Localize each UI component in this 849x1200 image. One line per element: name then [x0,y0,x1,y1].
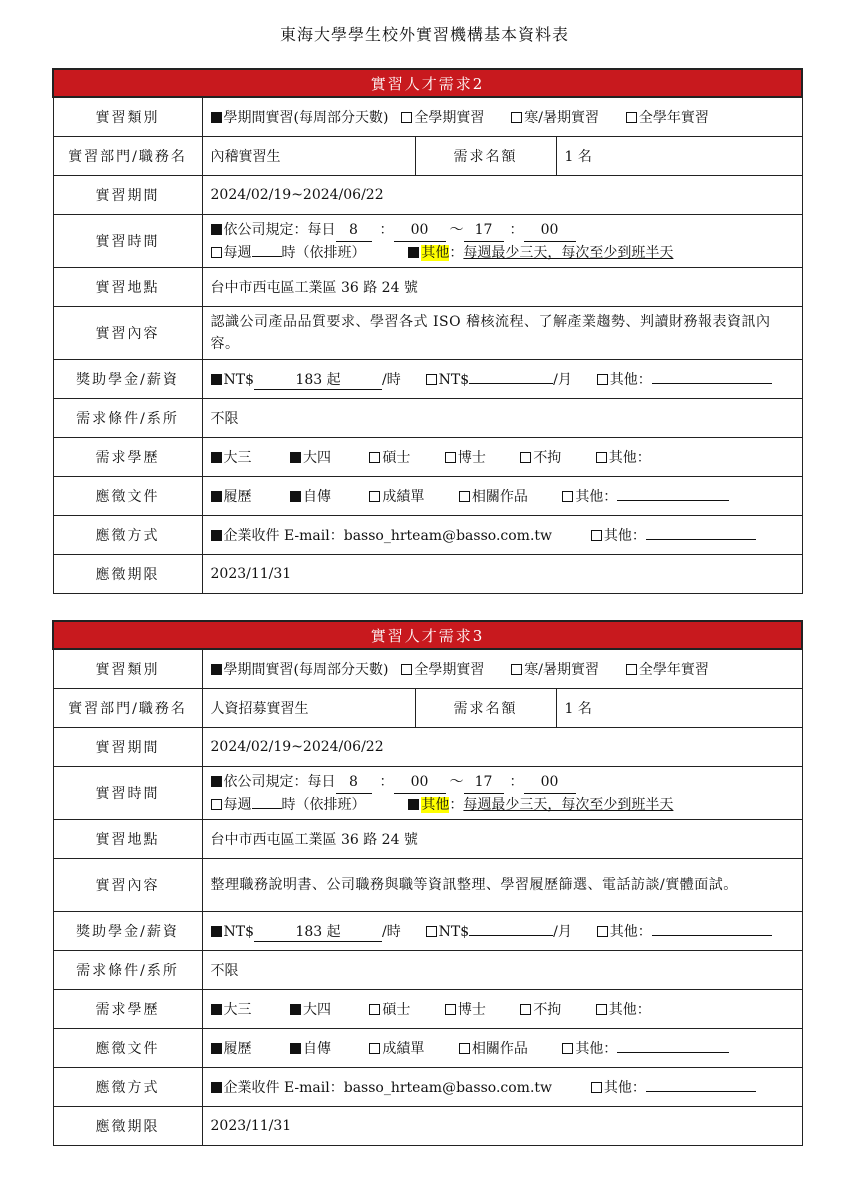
docs-options [202,1029,802,1068]
checkbox-icon [369,1004,380,1015]
method-option-email[interactable]: 企業收件 E-mail：basso_hrteam@basso.com.tw [211,1080,553,1096]
checkbox-icon [401,112,412,123]
content-value: 整理職務說明書、公司職務與職等資訊整理、學習履歷篩選、電話訪談/實體面試。 [202,859,802,912]
checkbox-icon [426,926,437,937]
pay-row [53,912,802,951]
checked-box-icon [211,112,222,123]
count-value: 1 名 [556,689,802,728]
content-label: 實習內容 [53,859,202,912]
checkbox-icon [591,530,602,541]
content-label: 實習內容 [53,307,202,360]
time-line-weekly: 每週 時（依排班） 其他：每週最少三天，每次至少到班半天 [211,794,794,816]
pay-label: 獎助學金/薪資 [53,360,202,399]
docs-row [53,1029,802,1068]
time-line-daily: 依公司規定：每日 8 ： 00 ～ 17 ： 00 [211,771,794,794]
method-option-other[interactable]: 其他： [591,1080,646,1096]
checked-box-icon [211,491,222,502]
edu-row [53,990,802,1029]
checkbox-icon [626,112,637,123]
checkbox-icon [520,452,531,463]
content-row [53,307,802,360]
type-option-summer-winter[interactable]: 寒/暑期實習 [511,110,599,126]
time-line-weekly: 每週 時（依排班） 其他：每週最少三天，每次至少到班半天 [211,242,794,264]
edu-option-senior[interactable]: 大四 [290,450,331,466]
method-option-other[interactable]: 其他： [591,528,646,544]
edu-option-any[interactable]: 不拘 [520,1002,561,1018]
docs-label: 應徵文件 [53,1029,202,1068]
checked-box-icon [211,224,222,235]
checkbox-icon [445,452,456,463]
edu-options [202,990,802,1029]
doc-option-autobiography[interactable]: 自傳 [290,1041,331,1057]
method-option-email[interactable]: 企業收件 E-mail：basso_hrteam@basso.com.tw [211,528,553,544]
edu-option-junior[interactable]: 大三 [211,450,252,466]
location-row [53,820,802,859]
count-label: 需求名額 [415,689,556,728]
count-label: 需求名額 [415,137,556,176]
edu-label: 需求學歷 [53,438,202,477]
checkbox-icon [369,452,380,463]
section-header-row [53,621,802,649]
checkbox-icon [369,491,380,502]
type-options [202,649,802,689]
pay-row [53,360,802,399]
doc-option-portfolio[interactable]: 相關作品 [459,489,528,505]
doc-option-autobiography[interactable]: 自傳 [290,489,331,505]
checked-box-icon [211,1043,222,1054]
method-options [202,516,802,555]
period-value: 2024/02/19~2024/06/22 [202,176,802,215]
checked-box-icon [408,247,419,258]
method-row [53,1068,802,1107]
type-option-full-semester[interactable]: 全學期實習 [401,662,484,678]
location-value: 台中市西屯區工業區 36 路 24 號 [202,268,802,307]
content-value: 認識公司產品品質要求、學習各式 ISO 稽核流程、了解產業趨勢、判讀財務報表資訊內容。 [202,307,802,360]
edu-row [53,438,802,477]
time-row [53,215,802,268]
location-row [53,268,802,307]
checkbox-icon [459,1043,470,1054]
checked-box-icon [290,1043,301,1054]
cond-label: 需求條件/系所 [53,399,202,438]
edu-option-master[interactable]: 碩士 [369,450,410,466]
type-option-semester-part[interactable]: 學期間實習(每周部分天數) [211,110,389,126]
section-header-row [53,69,802,97]
type-row [53,97,802,137]
period-row [53,728,802,767]
pay-label: 獎助學金/薪資 [53,912,202,951]
checked-box-icon [290,452,301,463]
cond-value: 不限 [202,951,802,990]
dept-row [53,137,802,176]
dept-value: 人資招募實習生 [202,689,415,728]
doc-option-transcript[interactable]: 成績單 [369,1041,424,1057]
doc-option-transcript[interactable]: 成績單 [369,489,424,505]
type-option-full-year[interactable]: 全學年實習 [626,662,709,678]
deadline-row [53,1107,802,1146]
checked-box-icon [211,1004,222,1015]
period-row [53,176,802,215]
checked-box-icon [211,664,222,675]
cond-row [53,399,802,438]
edu-option-any[interactable]: 不拘 [520,450,561,466]
docs-label: 應徵文件 [53,477,202,516]
edu-option-other[interactable]: 其他： [596,450,651,466]
edu-option-phd[interactable]: 博士 [445,1002,486,1018]
location-label: 實習地點 [53,268,202,307]
cond-label: 需求條件/系所 [53,951,202,990]
dept-value: 內稽實習生 [202,137,415,176]
type-option-summer-winter[interactable]: 寒/暑期實習 [511,662,599,678]
type-options [202,97,802,137]
pay-value: NT$ 183 起 /時 NT$ /月 其他： [202,912,802,951]
method-options [202,1068,802,1107]
deadline-value: 2023/11/31 [202,1107,802,1146]
deadline-value: 2023/11/31 [202,555,802,594]
checked-box-icon [211,530,222,541]
dept-label: 實習部門/職務名 [53,689,202,728]
cond-value: 不限 [202,399,802,438]
type-label: 實習類別 [53,649,202,689]
checkbox-icon [211,799,222,810]
checked-box-icon [211,926,222,937]
time-label: 實習時間 [53,767,202,820]
checkbox-icon [511,112,522,123]
type-option-semester-part[interactable]: 學期間實習(每周部分天數) [211,662,389,678]
checkbox-icon [597,374,608,385]
count-value: 1 名 [556,137,802,176]
period-label: 實習期間 [53,728,202,767]
checkbox-icon [596,452,607,463]
checkbox-icon [596,1004,607,1015]
cond-row [53,951,802,990]
checkbox-icon [459,491,470,502]
internship-table-2 [52,68,803,594]
edu-options [202,438,802,477]
location-value: 台中市西屯區工業區 36 路 24 號 [202,820,802,859]
checkbox-icon [562,491,573,502]
internship-table-3 [52,620,803,1146]
checked-box-icon [211,374,222,385]
checkbox-icon [591,1082,602,1093]
edu-option-senior[interactable]: 大四 [290,1002,331,1018]
edu-option-phd[interactable]: 博士 [445,450,486,466]
checkbox-icon [369,1043,380,1054]
section-header: 實習人才需求3 [53,621,802,649]
doc-option-other[interactable]: 其他： [562,1041,617,1057]
deadline-label: 應徵期限 [53,1107,202,1146]
time-value [202,767,802,820]
content-row [53,859,802,912]
docs-options [202,477,802,516]
edu-option-other[interactable]: 其他： [596,1002,651,1018]
type-option-full-year[interactable]: 全學年實習 [626,110,709,126]
method-label: 應徵方式 [53,1068,202,1107]
checkbox-icon [511,664,522,675]
time-line-daily: 依公司規定：每日 8 ： 00 ～ 17 ： 00 [211,219,794,242]
checked-box-icon [408,799,419,810]
type-label: 實習類別 [53,97,202,137]
time-value [202,215,802,268]
time-row [53,767,802,820]
location-label: 實習地點 [53,820,202,859]
deadline-label: 應徵期限 [53,555,202,594]
doc-option-portfolio[interactable]: 相關作品 [459,1041,528,1057]
period-label: 實習期間 [53,176,202,215]
checkbox-icon [426,374,437,385]
checked-box-icon [211,776,222,787]
checkbox-icon [626,664,637,675]
type-option-full-semester[interactable]: 全學期實習 [401,110,484,126]
section-header: 實習人才需求2 [53,69,802,97]
edu-option-master[interactable]: 碩士 [369,1002,410,1018]
checkbox-icon [597,926,608,937]
dept-label: 實習部門/職務名 [53,137,202,176]
checkbox-icon [401,664,412,675]
method-label: 應徵方式 [53,516,202,555]
checkbox-icon [520,1004,531,1015]
edu-label: 需求學歷 [53,990,202,1029]
dept-row [53,689,802,728]
checkbox-icon [211,247,222,258]
document-title: 東海大學學生校外實習機構基本資料表 [279,25,569,44]
checkbox-icon [445,1004,456,1015]
pay-value: NT$ 183 起 /時 NT$ /月 其他： [202,360,802,399]
checked-box-icon [211,1082,222,1093]
doc-option-resume[interactable]: 履歷 [211,1041,252,1057]
edu-option-junior[interactable]: 大三 [211,1002,252,1018]
type-row [53,649,802,689]
checkbox-icon [562,1043,573,1054]
checked-box-icon [290,491,301,502]
docs-row [53,477,802,516]
doc-option-other[interactable]: 其他： [562,489,617,505]
deadline-row [53,555,802,594]
period-value: 2024/02/19~2024/06/22 [202,728,802,767]
doc-option-resume[interactable]: 履歷 [211,489,252,505]
method-row [53,516,802,555]
checked-box-icon [290,1004,301,1015]
checked-box-icon [211,452,222,463]
time-label: 實習時間 [53,215,202,268]
